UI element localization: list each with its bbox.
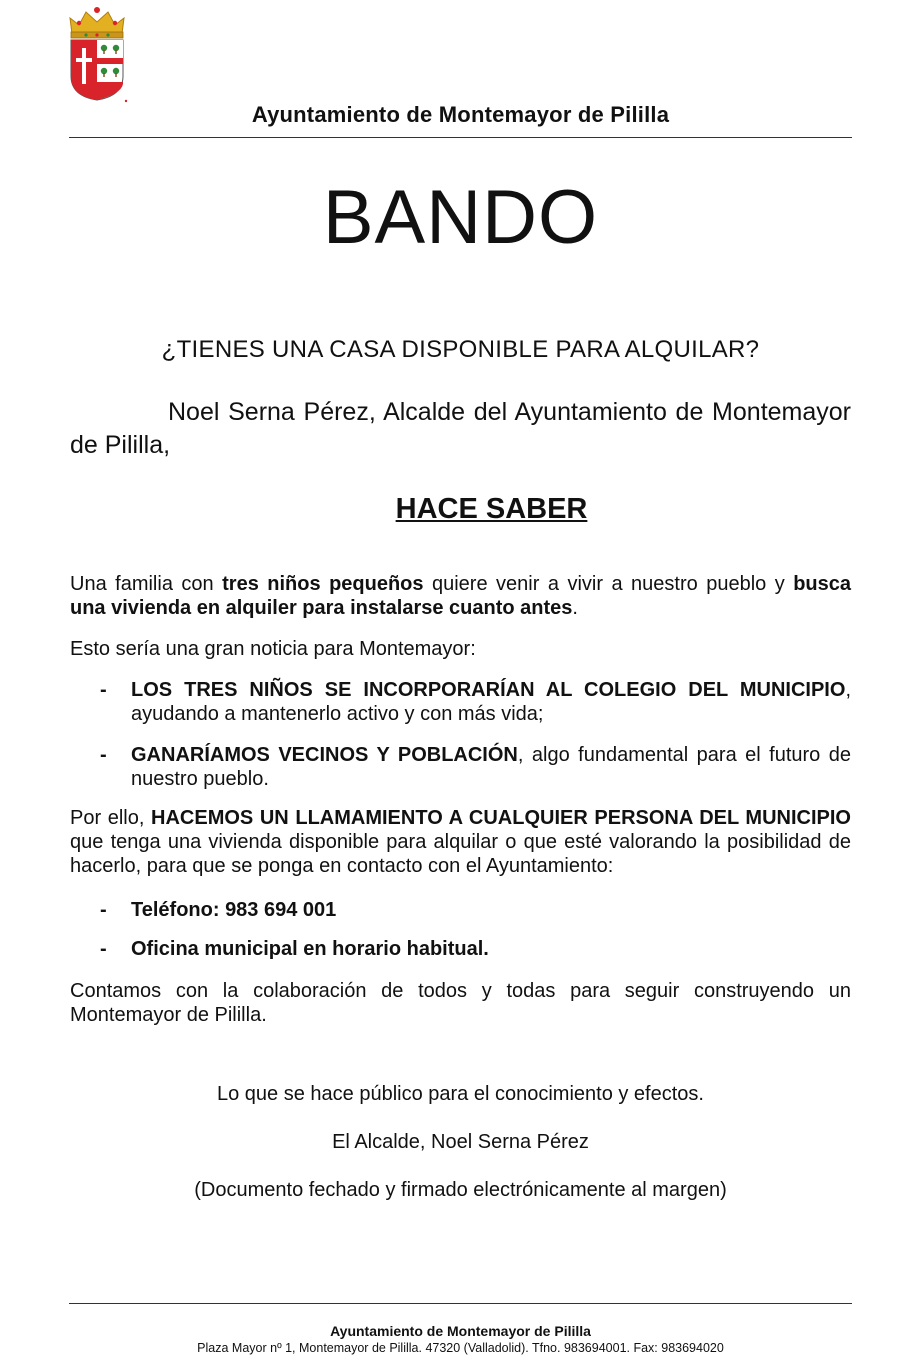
- footer-address: Plaza Mayor nº 1, Montemayor de Pililla. 47320 (Valladolid). Tfno. 983694001. Fax: 983694020: [197, 1341, 724, 1355]
- paragraph-bold-text: HACEMOS UN LLAMAMIENTO A CUALQUIER PERSONA DEL MUNICIPIO: [151, 807, 851, 829]
- bullet-dash: -: [100, 899, 107, 921]
- list-item: [70, 898, 851, 922]
- list-item: [70, 678, 851, 726]
- paragraph-appeal: [70, 806, 851, 878]
- list-item-bold: GANARÍAMOS VECINOS Y POBLACIÓN: [131, 744, 518, 766]
- intro-paragraph: Noel Serna Pérez, Alcalde del Ayuntamiento de Montemayor de Pililla,: [70, 398, 851, 459]
- list-item-text: [131, 678, 851, 726]
- list-item-text: [131, 743, 851, 791]
- closing-electronic-signature-note: (Documento fechado y firmado electrónicamente al margen): [194, 1179, 727, 1201]
- page-title: BANDO: [322, 175, 599, 260]
- hace-saber-heading: HACE SABER: [395, 493, 588, 525]
- municipal-crest-logo: [66, 4, 128, 104]
- paragraph-good-news: Esto sería una gran noticia para Montemayor:: [70, 638, 476, 660]
- list-item-rest: , ayudando a mantenerlo activo y con más vida;: [131, 679, 851, 725]
- paragraph-text: que tenga una vivienda disponible para alquilar o que esté valorando la posibilidad de hacerlo, para que se ponga en contacto con el Ayuntamiento:: [70, 831, 851, 877]
- list-item-rest: , algo fundamental para el futuro de nuestro pueblo.: [131, 744, 851, 790]
- paragraph-collaboration: Contamos con la colaboración de todos y todas para seguir construyendo un Montemayor de Pililla.: [70, 980, 851, 1026]
- contact-phone: Teléfono: 983 694 001: [131, 899, 337, 921]
- paragraph-text: .: [572, 597, 578, 619]
- paragraph-text: quiere venir a vivir a nuestro pueblo y: [423, 573, 794, 595]
- contact-office: Oficina municipal en horario habitual.: [131, 938, 489, 960]
- bullet-dash: -: [100, 679, 107, 701]
- list-item: [70, 937, 851, 961]
- paragraph-family: [70, 572, 851, 620]
- bullet-dash: -: [100, 938, 107, 960]
- list-item-bold: LOS TRES NIÑOS SE INCORPORARÍAN AL COLEGIO DEL MUNICIPIO: [131, 679, 846, 701]
- header-org-name: Ayuntamiento de Montemayor de Pililla: [251, 102, 670, 127]
- paragraph-text: Una familia con: [70, 573, 223, 595]
- footer-org-name: Ayuntamiento de Montemayor de Pililla: [330, 1323, 591, 1339]
- shield-icon: [71, 40, 123, 100]
- bullet-dash: -: [100, 744, 107, 766]
- paragraph-bold-text: busca una vivienda en alquiler para instalarse cuanto antes: [70, 573, 852, 619]
- paragraph-text: Por ello,: [70, 807, 152, 829]
- closing-public-notice: Lo que se hace público para el conocimiento y efectos.: [217, 1083, 704, 1105]
- closing-signatory: El Alcalde, Noel Serna Pérez: [332, 1131, 589, 1153]
- list-item: [70, 743, 851, 791]
- crown-icon: [70, 7, 124, 38]
- footer-divider: [69, 1303, 852, 1304]
- header-divider: [69, 137, 852, 138]
- paragraph-bold-text: tres niños pequeños: [222, 573, 424, 595]
- question-heading: ¿TIENES UNA CASA DISPONIBLE PARA ALQUILAR?: [161, 336, 760, 363]
